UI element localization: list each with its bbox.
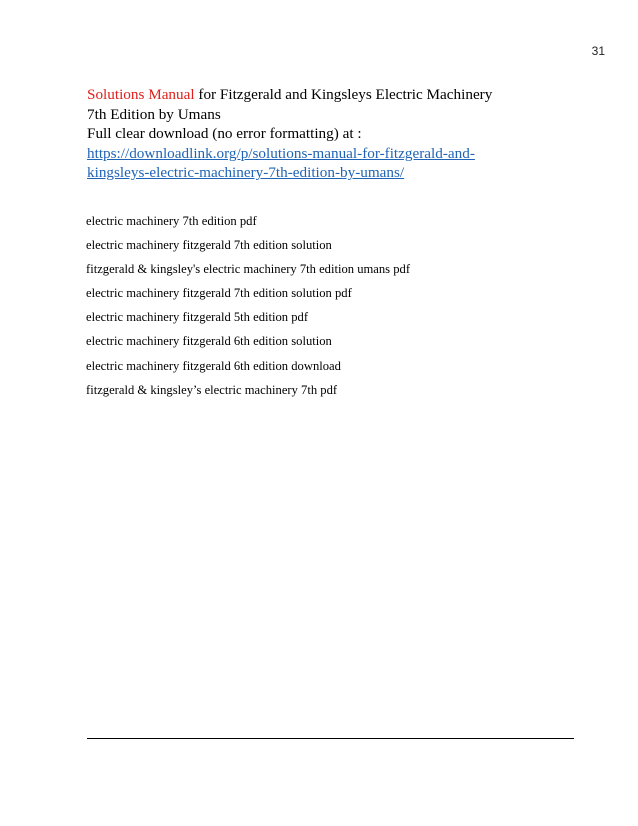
footer-rule <box>87 738 574 739</box>
download-link-continued[interactable] <box>87 163 557 183</box>
keyword-item: electric machinery fitzgerald 7th edition solution <box>86 238 332 253</box>
title-line-1 <box>87 85 557 105</box>
title-rest: for Fitzgerald and Kingsleys Electric Machinery <box>194 86 493 103</box>
page-number: 31 <box>591 44 605 58</box>
keyword-list <box>86 212 410 405</box>
header-block <box>87 85 557 183</box>
download-note: Full clear download (no error formatting) at : <box>87 125 362 143</box>
download-link-line-1[interactable]: https://downloadlink.org/p/solutions-manual-for-fitzgerald-and- <box>87 144 475 162</box>
keyword-item: electric machinery fitzgerald 6th edition download <box>86 358 341 373</box>
download-link[interactable] <box>87 144 557 164</box>
title-line-2: 7th Edition by Umans <box>87 105 221 123</box>
keyword-item: electric machinery 7th edition pdf <box>86 214 257 228</box>
keyword-item: fitzgerald & kingsley's electric machinery 7th edition umans pdf <box>86 262 411 277</box>
download-link-line-2[interactable]: kingsleys-electric-machinery-7th-edition-by-umans/ <box>87 164 405 182</box>
keyword-item: electric machinery fitzgerald 6th edition solution <box>86 334 332 349</box>
title-highlight: Solutions Manual <box>87 86 195 103</box>
keyword-item: electric machinery fitzgerald 5th edition pdf <box>86 310 309 325</box>
keyword-item: electric machinery fitzgerald 7th edition solution pdf <box>86 286 352 301</box>
keyword-item: fitzgerald & kingsley’s electric machinery 7th pdf <box>86 382 338 397</box>
